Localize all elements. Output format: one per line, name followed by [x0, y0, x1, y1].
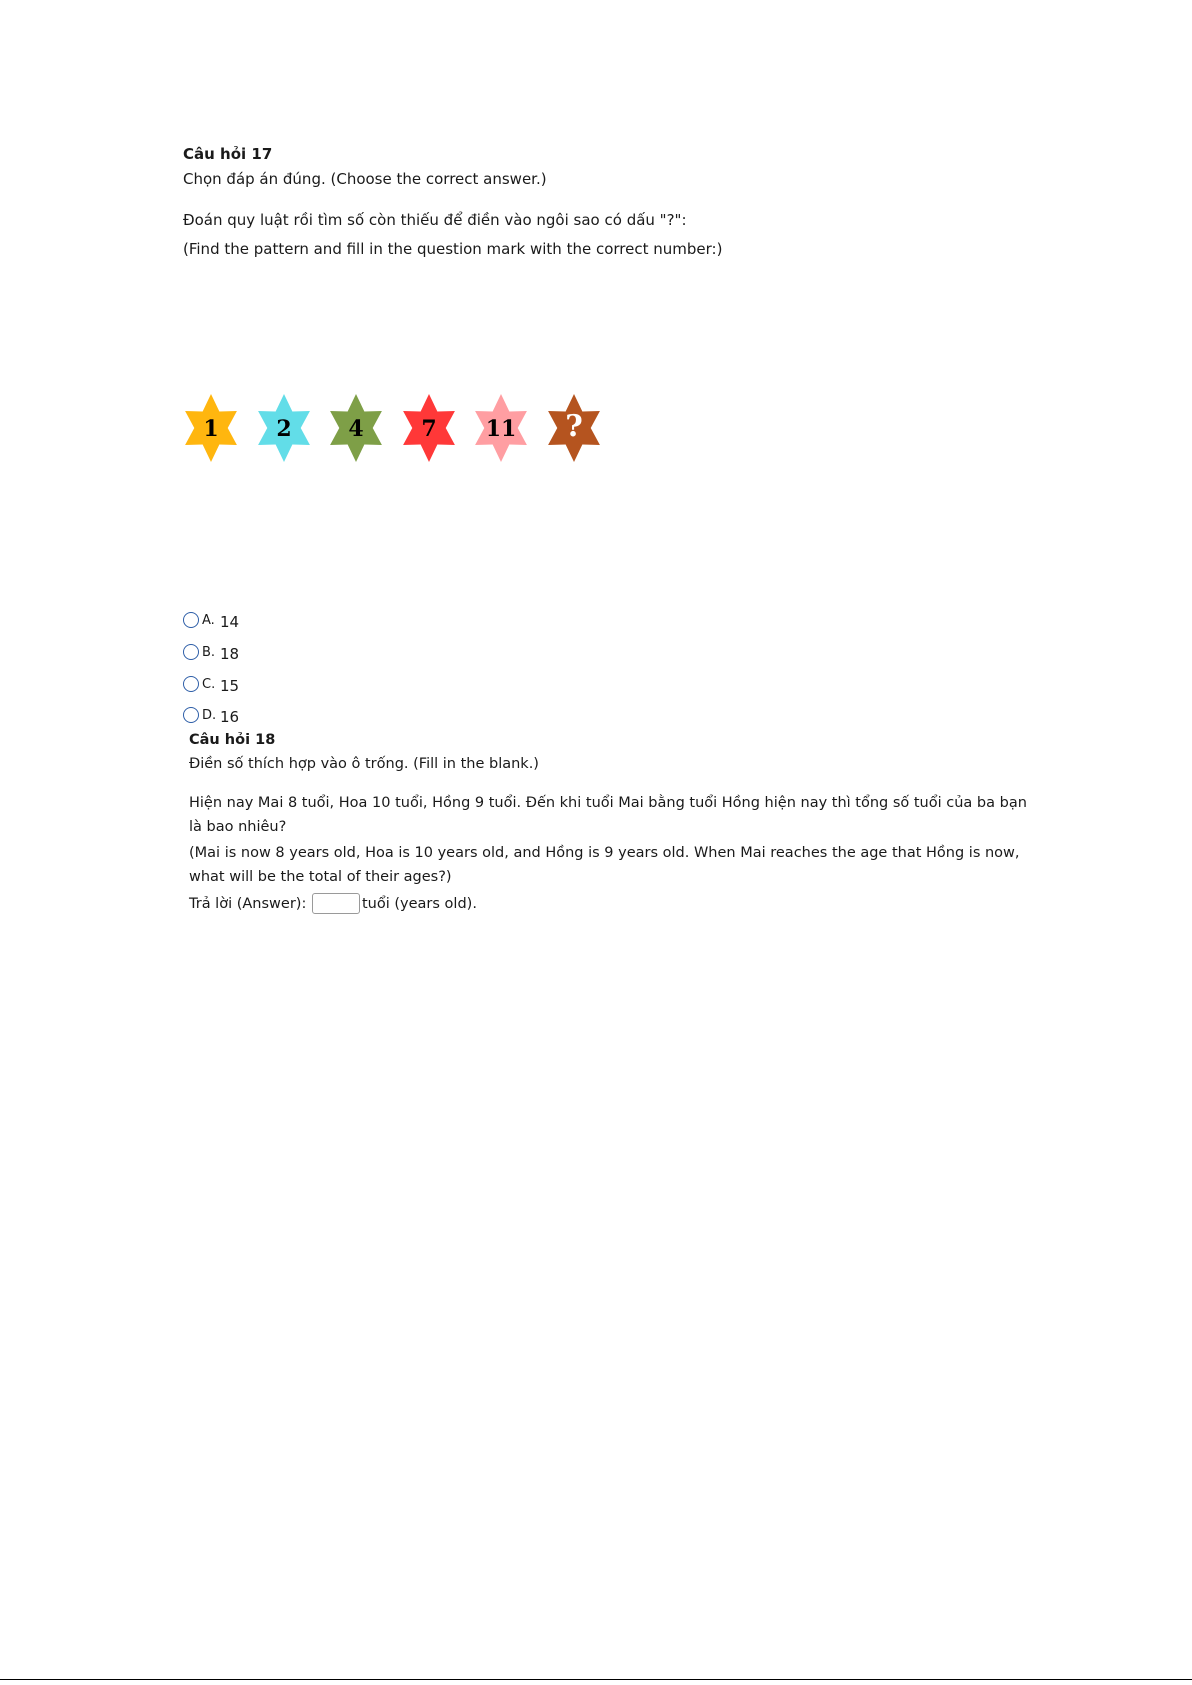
option-b-value: 18	[220, 645, 240, 663]
radio-circle-icon[interactable]	[183, 676, 199, 692]
six-pointed-star-icon	[326, 393, 386, 463]
star-label: 4	[348, 416, 364, 442]
question-18-instruction: Điền số thích hợp vào ô trống. (Fill in the blank.)	[189, 756, 539, 772]
option-c[interactable]	[183, 675, 263, 695]
radio-circle-icon[interactable]	[183, 644, 199, 660]
star-label: 7	[420, 416, 437, 442]
option-a-letter: A.	[202, 613, 215, 628]
page-bottom-rule	[0, 1679, 1192, 1680]
star-sequence	[181, 393, 601, 467]
answer-prefix: Trả lời (Answer):	[189, 896, 307, 912]
option-a-value: 14	[220, 613, 240, 631]
question-18-title: Câu hỏi 18	[189, 732, 276, 748]
option-a[interactable]	[183, 611, 263, 631]
question-18-prompt-vi-line2: là bao nhiêu?	[189, 819, 287, 835]
question-17-instruction: Chọn đáp án đúng. (Choose the correct answer.)	[183, 170, 547, 188]
option-b-letter: B.	[202, 645, 216, 660]
six-pointed-star-icon	[399, 393, 459, 463]
option-c-value: 15	[220, 677, 240, 695]
radio-circle-icon[interactable]	[183, 612, 199, 628]
question-18-prompt-en-line2: what will be the total of their ages?)	[189, 869, 452, 885]
radio-circle-icon[interactable]	[183, 707, 199, 723]
question-18-prompt-en-line1: (Mai is now 8 years old, Hoa is 10 years old, and Hồng is 9 years old. When Mai reaches the age that Hồng is now,	[189, 845, 1020, 861]
question-17-prompt-vi: Đoán quy luật rồi tìm số còn thiếu để điền vào ngôi sao có dấu "?":	[183, 211, 687, 229]
option-d[interactable]	[183, 706, 263, 726]
question-17-prompt-en: (Find the pattern and fill in the question mark with the correct number:)	[183, 240, 723, 258]
six-pointed-star-icon	[471, 393, 531, 463]
six-pointed-star-icon	[254, 393, 314, 463]
option-d-letter: D.	[202, 708, 217, 723]
answer-suffix: tuổi (years old).	[362, 896, 477, 912]
option-c-letter: C.	[202, 677, 216, 692]
question-18-prompt-vi-line1: Hiện nay Mai 8 tuổi, Hoa 10 tuổi, Hồng 9 tuổi. Đến khi tuổi Mai bằng tuổi Hồng hiện nay thì tổng số tuổi của ba bạn	[189, 795, 1027, 811]
star-label: ?	[564, 409, 583, 444]
star-label: 2	[275, 416, 292, 442]
six-pointed-star-icon	[544, 393, 604, 463]
answer-input[interactable]	[312, 893, 360, 914]
option-b[interactable]	[183, 643, 263, 663]
star-label: 1	[203, 416, 219, 442]
star-label: 11	[485, 416, 517, 442]
six-pointed-star-icon	[181, 393, 241, 463]
option-d-value: 16	[220, 708, 240, 726]
question-17-title: Câu hỏi 17	[183, 145, 273, 163]
